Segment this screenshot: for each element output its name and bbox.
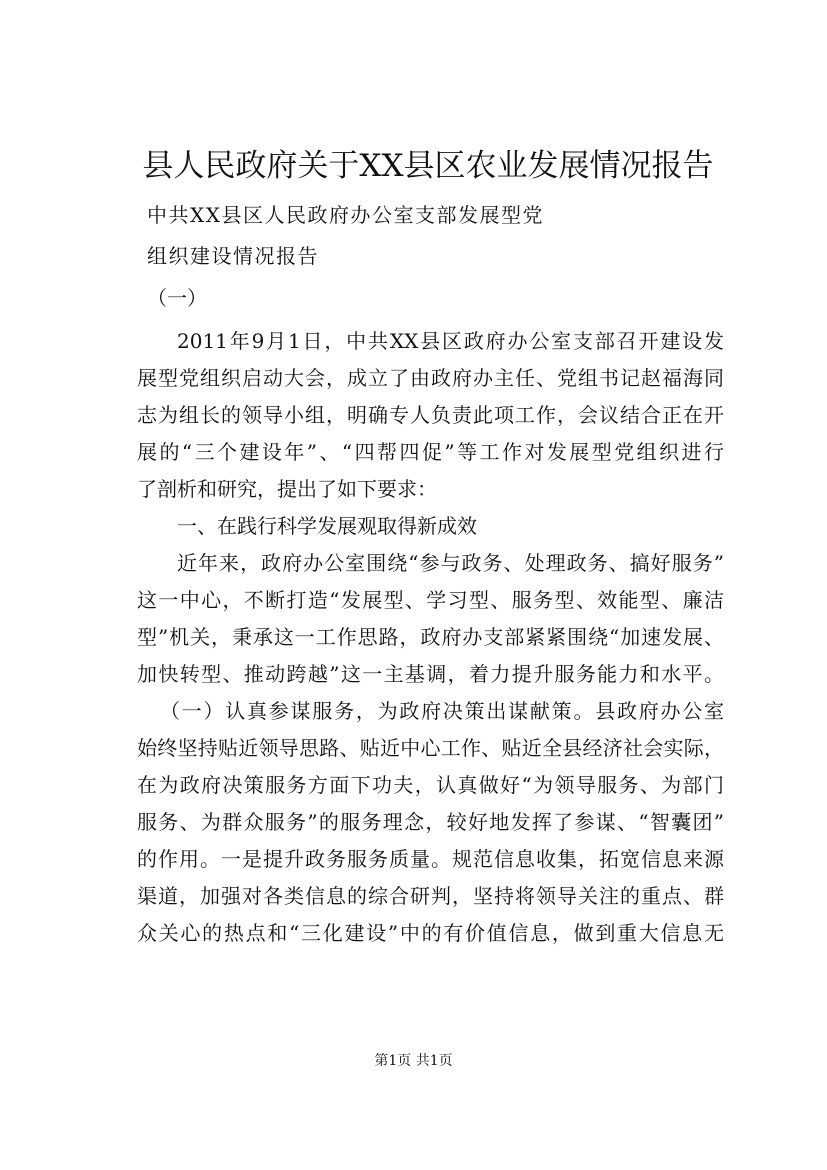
paragraph-line: （一）认真参谋服务，为政府决策出谋献策。县政府办公室: [160, 699, 724, 723]
paragraph-line: 2011年9月1日，中共XX县区政府办公室支部召开建设发: [177, 329, 724, 353]
paragraph-line: 了剖析和研究，提出了如下要求：: [137, 477, 437, 501]
paragraph-line: 在为政府决策服务方面下功夫，认真做好“为领导服务、为部门: [137, 773, 724, 797]
paragraph-line: 这一中心，不断打造“发展型、学习型、服务型、效能型、廉洁: [137, 588, 724, 612]
subtitle-line-1: 中共XX县区人民政府办公室支部发展型党: [147, 203, 544, 227]
paragraph-line: 型”机关，秉承这一工作思路，政府办支部紧紧围绕“加速发展、: [137, 625, 724, 649]
paragraph-line: 展型党组织启动大会，成立了由政府办主任、党组书记赵福海同: [137, 366, 724, 390]
document-title: 县人民政府关于XX县区农业发展情况报告: [142, 148, 714, 184]
paragraph-line: 渠道，加强对各类信息的综合研判，坚持将领导关注的重点、群: [137, 884, 724, 908]
section-heading: 一、在践行科学发展观取得新成效: [177, 514, 477, 538]
subtitle-line-2: 组织建设情况报告: [147, 244, 319, 268]
paragraph-line: 始终坚持贴近领导思路、贴近中心工作、贴近全县经济社会实际，: [137, 736, 724, 760]
paragraph-line: 服务、为群众服务”的服务理念，较好地发挥了参谋、“智囊团”: [137, 810, 724, 834]
paragraph-line: 众关心的热点和“三化建设”中的有价值信息，做到重大信息无: [137, 921, 724, 945]
section-marker: （一）: [147, 286, 207, 310]
paragraph-line: 加快转型、推动跨越”这一主基调，着力提升服务能力和水平。: [137, 662, 724, 686]
paragraph-line: 志为组长的领导小组，明确专人负责此项工作，会议结合正在开: [137, 403, 724, 427]
paragraph-line: 展的“三个建设年”、“四帮四促”等工作对发展型党组织进行: [137, 440, 724, 464]
page-footer: 第1页 共1页: [374, 1053, 453, 1069]
paragraph-line: 近年来，政府办公室围绕“参与政务、处理政务、搞好服务”: [177, 551, 724, 575]
paragraph-line: 的作用。一是提升政务服务质量。规范信息收集，拓宽信息来源: [137, 847, 724, 871]
